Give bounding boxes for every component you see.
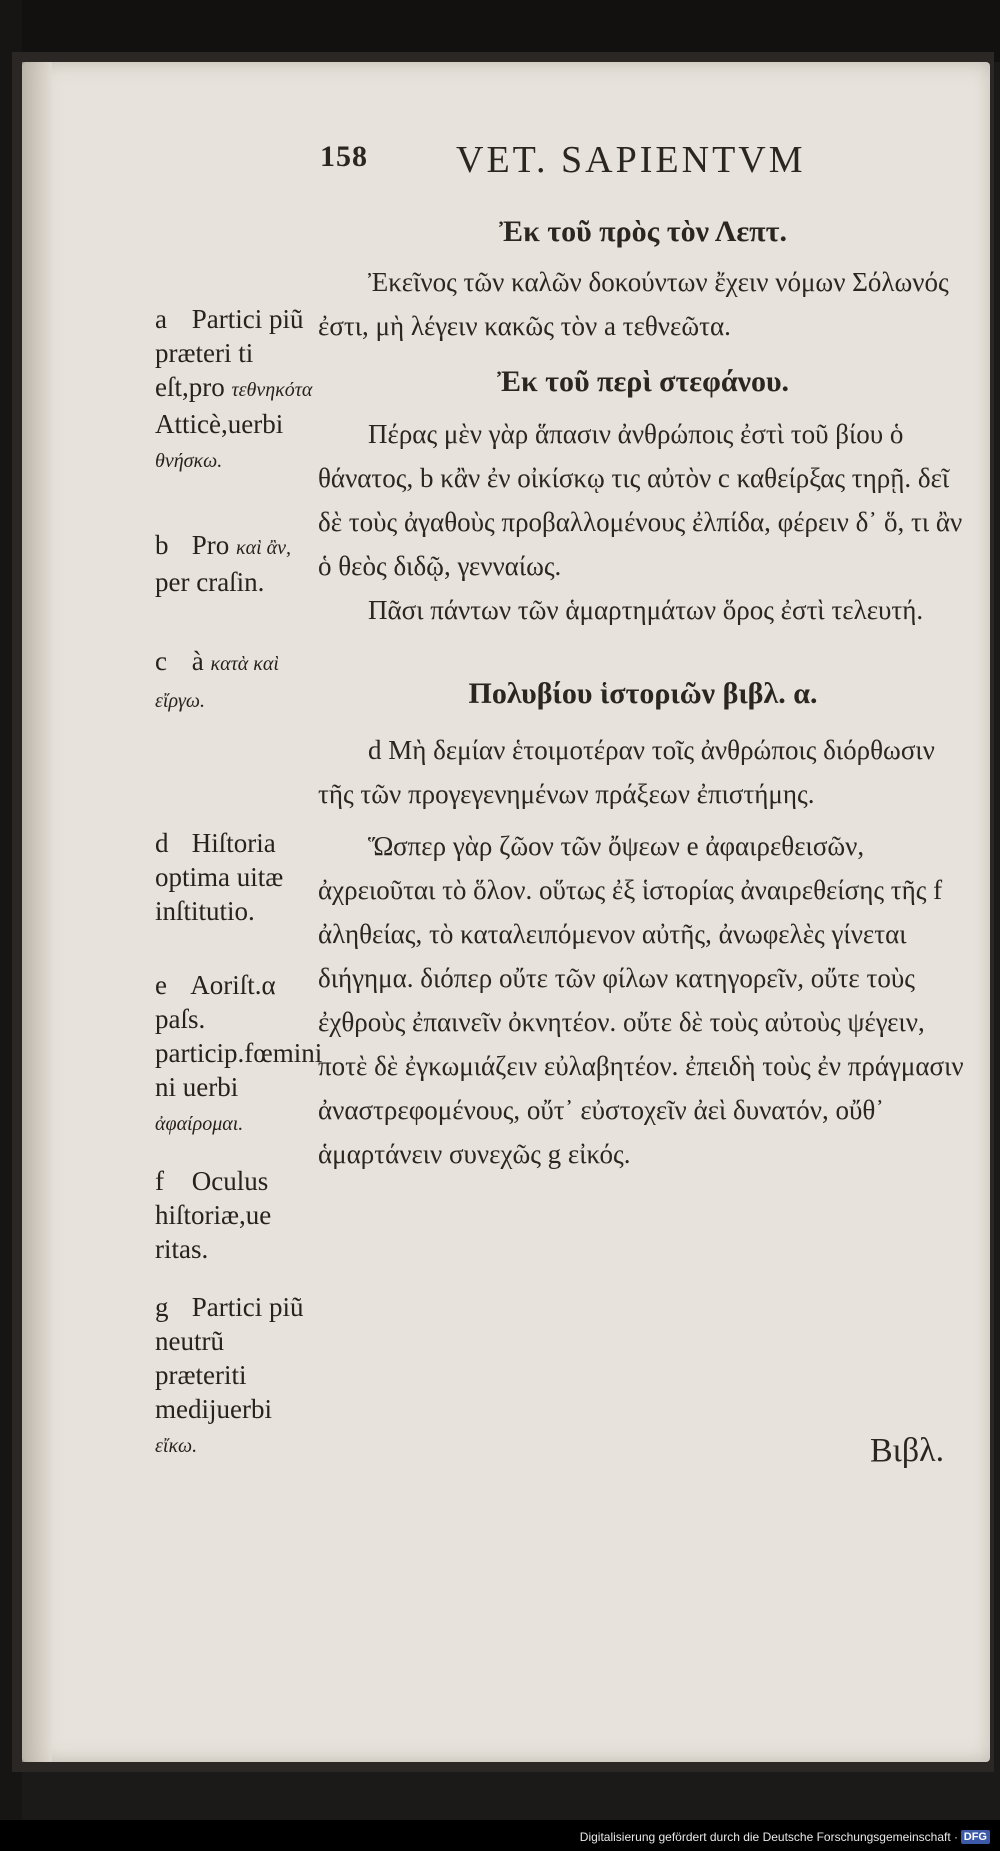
running-head: [320, 138, 880, 188]
paragraph: Ὥσπερ γὰρ ζῶον τῶν ὄψεων e ἀφαιρεθεισῶν, ἀχρειοῦται τὸ ὅλον. οὕτως ἐξ ἱστορίας ἀναιρεθείσης τῆς f ἀληθείας, τὸ καταλειπόμενον αὐτῆς, ἀνωφελὲς γίνεται διήγημα. διόπερ οὔτε τῶν φίλων κατηγορεῖν, οὔτε τοὺς ἐχθροὺς ἐπαινεῖν ὀκνητέον. οὔτε δὲ τοὺς αὐτοὺς ψέγειν, ποτὲ δὲ ἐγκωμιάζειν εὐλαβητέον. ἐπειδὴ τοὺς ἐν πράγμασιν ἀναστρεφομένους, οὔτ᾽ εὐστοχεῖν ἀεὶ δυνατόν, οὔθ᾽ ἁμαρτάνειν συνεχῶς g εἰκός.: [318, 831, 964, 1169]
paragraph: Ἐκεῖνος τῶν καλῶν δοκούντων ἔχειν νόμων Σόλωνός ἐστι, μὴ λέγειν κακῶς τὸν a τεθνεῶτα.: [318, 267, 949, 341]
marginal-note-g: g Partici piũ neutrũ præteriti medijuerbi εἴκω.: [155, 1292, 304, 1457]
footer-credit: Digitalisierung gefördert durch die Deutsche Forschungsgemeinschaft ·: [579, 1830, 958, 1844]
section-heading: Πολυβίου ἱστοριῶν βιβλ. α.: [468, 677, 818, 710]
paragraph: d Μὴ δεμίαν ἑτοιμοτέραν τοῖς ἀνθρώποις διόρθωσιν τῆς τῶν προγεγενημένων πράξεων ἐπιστήμης.: [318, 735, 935, 809]
section-heading: Ἐκ τοῦ περὶ στεφάνου.: [496, 365, 790, 398]
page-binding-gutter: [22, 62, 52, 1762]
page-number: 158: [320, 140, 368, 173]
paragraph: Πᾶσι πάντων τῶν ἁμαρτημάτων ὅρος ἐστὶ τελευτή.: [368, 595, 924, 625]
marginal-note-f: f Oculus hiſtoriæ,ue ritas.: [155, 1166, 272, 1264]
marginal-note-c: c à κατὰ καὶ εἴργω.: [155, 646, 279, 712]
marginal-note-e: e Aoriſt.α paſs. particip.fœmini ni uerbi ἀφαίρομαι.: [155, 970, 323, 1135]
paragraph: Πέρας μὲν γὰρ ἅπασιν ἀνθρώποις ἐστὶ τοῦ βίου ὁ θάνατος, b κἂν ἐν οἰκίσκῳ τις αὐτὸν c καθείρξας τηρῇ. δεῖ δὲ τοὺς ἀγαθοὺς προβαλλομένους ἐλπίδα, φέρειν δ᾽ ὅ, τι ἂν ὁ θεὸς διδῷ, γενναίως.: [318, 419, 963, 581]
catchword: Βιβλ.: [870, 1432, 945, 1469]
running-title: VET. SAPIENTVM: [456, 139, 806, 181]
marginal-note-b: b Pro καὶ ἂν, per craſin.: [155, 530, 292, 597]
dfg-logo-icon: DFG: [961, 1830, 990, 1844]
section-heading: Ἐκ τοῦ πρὸς τὸν Λεπτ.: [499, 215, 787, 248]
main-text-block: [318, 210, 968, 1176]
marginal-note-d: d Hiſtoria optima uitæ inſtitutio.: [155, 828, 284, 926]
marginal-note-a: a Partici piũ præteri ti eſt,pro τεθνηκότα Atticè,uerbi θνήσκω.: [155, 304, 313, 472]
